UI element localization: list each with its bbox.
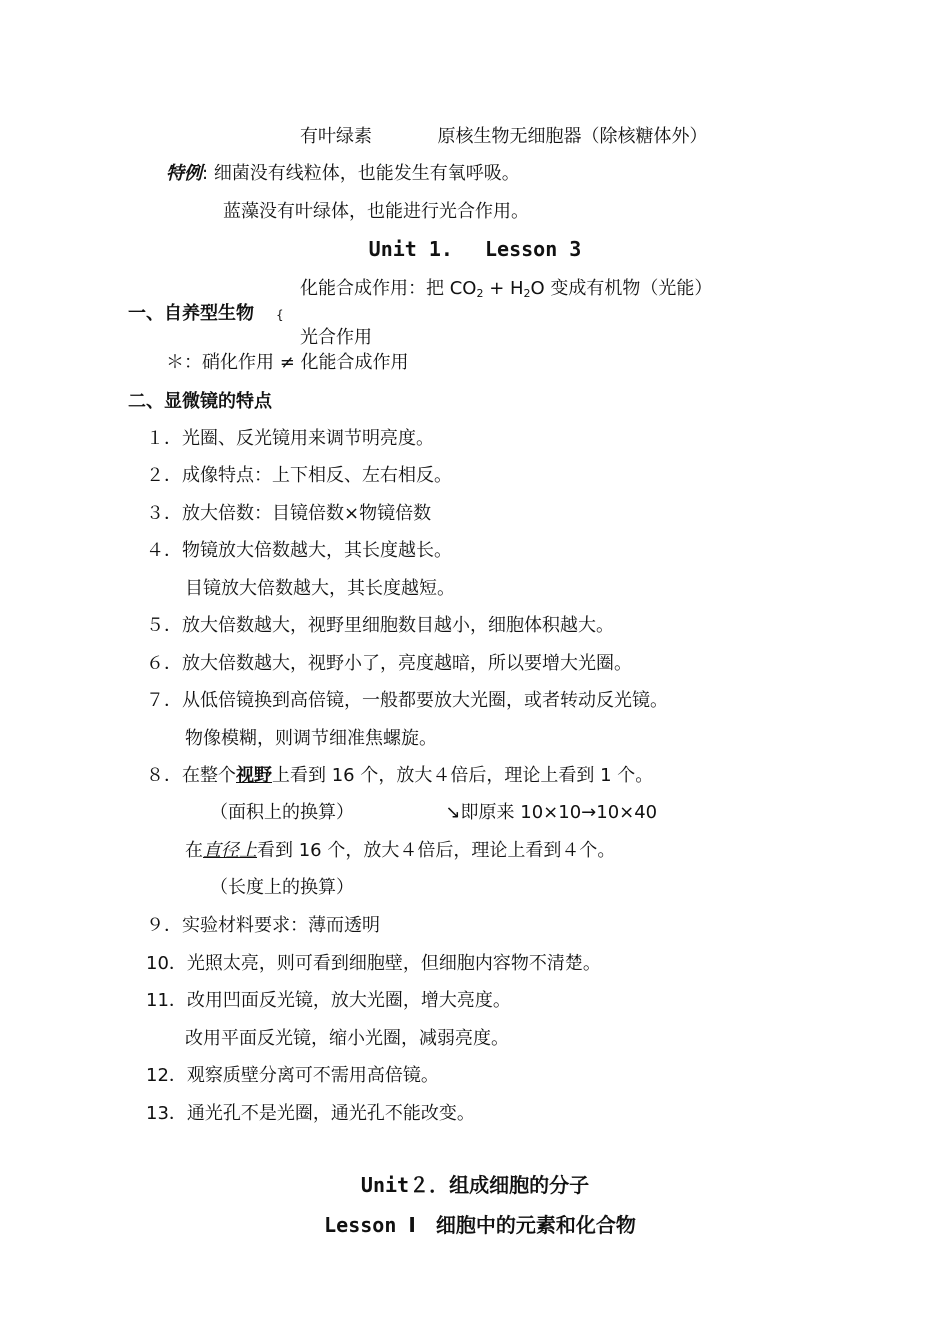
colon: : (202, 163, 209, 184)
item-text: 放大倍数：目镜倍数×物镜倍数 (182, 503, 432, 524)
item-text: 放大倍数越大，视野小了，亮度越暗，所以要增大光圈。 (182, 653, 632, 674)
item-text: 上看到 16 个，放大４倍后，理论上看到 1 个。 (272, 765, 654, 786)
special-case-line (166, 163, 520, 185)
item-number: 10． (146, 953, 187, 974)
list-item-continuation: 目镜放大倍数越大，其长度越短。 (185, 578, 455, 599)
note-text: （面积上的换算） (210, 802, 354, 823)
item-text: 改用凹面反光镜，放大光圈，增大亮度。 (186, 990, 511, 1011)
text-segment: 原核生物无细胞器（除核糖体外） (437, 126, 708, 147)
unit1-title: Unit 1. Lesson 3 (368, 237, 582, 261)
item-number: 11． (146, 990, 187, 1011)
chemosynthesis-line (300, 278, 712, 305)
list-item (146, 503, 431, 525)
item-text: 实验材料要求：薄而透明 (182, 915, 380, 936)
list-item (146, 1103, 475, 1125)
item-number: ５． (146, 615, 182, 636)
text-segment: 有叶绿素 (300, 126, 372, 147)
emphasis-text: 视野 (236, 765, 272, 786)
item-text: 光照太亮，则可看到细胞壁，但细胞内容物不清楚。 (186, 953, 601, 974)
list-item (146, 953, 601, 975)
note-line: （长度上的换算） (210, 877, 354, 898)
list-item (146, 915, 380, 937)
text-line: 蓝藻没有叶绿体，也能进行光合作用。 (223, 201, 529, 222)
list-item (146, 540, 452, 562)
text-line (300, 126, 707, 148)
star-note: ＊：硝化作用 ≠ 化能合成作用 (166, 352, 409, 373)
item-number: ７． (146, 690, 182, 711)
item-text: 物镜放大倍数越大，其长度越长。 (182, 540, 452, 561)
item-number: ４． (146, 540, 182, 561)
section1-heading: 一、自养型生物 (128, 303, 254, 324)
list-item-continuation: 改用平面反光镜，缩小光圈，减弱亮度。 (185, 1028, 509, 1049)
list-item (146, 990, 511, 1012)
list-item (146, 765, 653, 787)
photosynthesis-line: 光合作用 (300, 327, 372, 348)
unit2-lesson-title: Lesson Ⅰ 细胞中的元素和化合物 (324, 1213, 636, 1237)
list-item (146, 690, 668, 712)
list-item (146, 465, 452, 487)
list-item-continuation: 物像模糊，则调节细准焦螺旋。 (185, 728, 437, 749)
item-number: １． (146, 428, 182, 449)
subscript: 2 (523, 287, 531, 300)
list-item (146, 1065, 439, 1087)
text-segment: O 变成有机物（光能） (530, 278, 713, 299)
text-segment: 细菌没有线粒体，也能发生有氧呼吸。 (213, 163, 520, 184)
emphasis-text: 直径上 (203, 840, 257, 861)
list-item-continuation (185, 840, 615, 862)
unit2-title: Unit２．组成细胞的分子 (360, 1173, 590, 1197)
item-number: 12． (146, 1065, 187, 1086)
item-number: ８． (146, 765, 182, 786)
item-text: 光圈、反光镜用来调节明亮度。 (182, 428, 434, 449)
item-text: 从低倍镜换到高倍镜，一般都要放大光圈，或者转动反光镜。 (182, 690, 668, 711)
list-item (146, 428, 434, 450)
section2-heading: 二、显微镜的特点 (128, 391, 272, 412)
item-text: 在整个 (182, 765, 236, 786)
item-text: 看到 16 个，放大４倍后，理论上看到４个。 (257, 840, 616, 861)
list-item (146, 653, 632, 675)
item-text: 观察质壁分离可不需用高倍镜。 (186, 1065, 439, 1086)
text-segment: 化能合成作用：把 CO (300, 278, 477, 299)
item-text: 在 (185, 840, 203, 861)
special-label: 特例 (166, 163, 202, 184)
item-number: ２． (146, 465, 182, 486)
note-text: ↘即原来 10×10→10×40 (445, 802, 658, 823)
item-number: ６． (146, 653, 182, 674)
subscript: 2 (476, 287, 484, 300)
text-segment: + H (483, 278, 524, 299)
item-text: 成像特点：上下相反、左右相反。 (182, 465, 452, 486)
item-text: 放大倍数越大，视野里细胞数目越小，细胞体积越大。 (182, 615, 614, 636)
brace: { (276, 308, 284, 322)
list-item (146, 615, 614, 637)
item-number: 13． (146, 1103, 187, 1124)
item-text: 通光孔不是光圈，通光孔不能改变。 (186, 1103, 475, 1124)
item-number: ９． (146, 915, 182, 936)
note-line (210, 802, 657, 824)
item-number: ３． (146, 503, 182, 524)
